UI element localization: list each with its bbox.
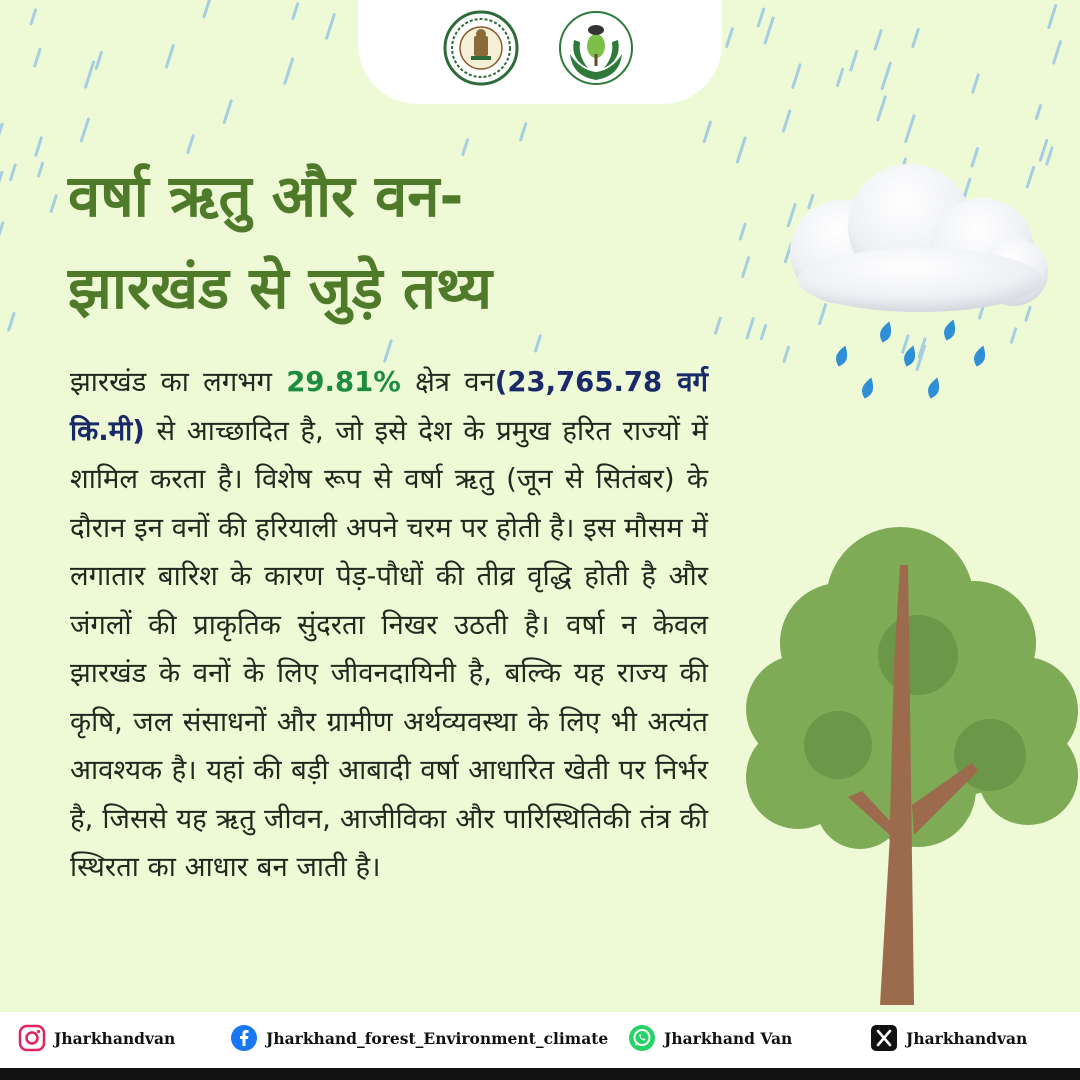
whatsapp-handle[interactable] [628,1024,792,1052]
headline-line-1: वर्षा ऋतु और वन- [68,162,464,230]
body-text-part-2: क्षेत्र वन [400,366,495,398]
forest-percent-stat: 29.81% [286,366,401,398]
rain-streak [747,319,753,338]
rain-streak [285,59,293,83]
instagram-handle[interactable] [18,1024,175,1052]
rain-streak [31,10,35,24]
x-handle[interactable] [870,1024,1027,1052]
rain-streak [1049,6,1056,28]
instagram-handle-label: Jharkhandvan [54,1028,176,1048]
rain-streak [81,119,88,141]
rain-streak [765,18,773,43]
rain-streak [11,165,16,180]
body-text-part-3: से आच्छादित है, जो इसे देश के प्रमुख हरित राज्यों में शामिल करता है। विशेष रूप से वर्षा ऋतु (जून से सितंबर) के दौरान इन वनों की हरियाली अपने चरम पर होती है। इस मौसम में लगातार बारिश के कारण पेड़-पौधों की तीव्र वृद्धि होती है और जंगलों की प्राकृतिक सुंदरता निखर उठती है। वर्षा न केवल झारखंड के वनों के लिए जीवनदायिनी है, बल्कि यह राज्य की कृषि, जल संसाधनों और ग्रामीण अर्थव्यवस्था के लिए भी अत्यंत आवश्यक है। यहां की बड़ी आबादी वर्षा आधारित खेती पर निर्भर है, जिससे यह ऋतु जीवन, आजीविका और पारिस्थितिकी तंत्र की स्थिरता का आधार बन जाती है। [70,414,708,883]
rain-streak [327,15,335,39]
rain-streak [224,101,231,123]
x-icon [870,1024,898,1052]
rain-streak [716,318,721,333]
rain-streak [875,31,881,49]
social-footer [0,1012,1080,1068]
rain-streak [293,4,298,19]
logo-tab [358,0,722,104]
rain-streak [906,116,914,142]
rain-streak [882,63,890,88]
rain-streak [96,52,101,68]
rain-streak [167,45,174,66]
rain-streak [0,124,2,142]
rain-streak [737,138,745,162]
rain-streak [1036,106,1040,119]
whatsapp-handle-label: Jharkhand Van [664,1028,793,1048]
rain-streak [1054,42,1061,64]
facebook-handle[interactable] [230,1024,608,1052]
rain-streak [704,122,710,142]
rain-streak [838,69,843,85]
headline-line-2: झारखंड से जुड़े तथ्य [68,254,493,322]
facebook-icon [230,1024,258,1052]
body-paragraph [70,358,708,892]
rain-streak [35,49,40,66]
rain-streak [0,223,3,237]
tree-illustration [728,505,1080,1005]
rain-streak [740,224,745,239]
rain-streak [878,97,885,120]
headline [68,150,708,334]
rain-cloud-icon [782,160,1054,420]
forest-area-stat: (23,765.78 वर्ग कि.मी) [70,366,709,447]
jharkhand-government-seal-logo [443,10,519,86]
rain-streak [1040,140,1046,160]
whatsapp-icon [628,1024,656,1052]
rain-streak [521,124,526,140]
rain-streak [743,258,749,277]
rain-streak [727,29,733,47]
jharkhand-van-logo [558,10,634,86]
bottom-bar [0,1068,1080,1080]
body-text-part-1: झारखंड का लगभग [70,366,287,398]
rain-streak [204,1,209,17]
rain-streak [761,326,765,339]
facebook-handle-label: Jharkhand_forest_Environment_climate [266,1028,609,1048]
rain-streak [0,172,2,190]
rain-streak [86,62,94,87]
rain-streak [758,9,763,26]
rain-streak [9,314,14,331]
rain-streak [51,196,56,212]
rain-streak [784,111,790,131]
rain-streak [913,30,918,47]
rain-streak [36,138,42,155]
x-handle-label: Jharkhandvan [906,1028,1028,1048]
rain-streak [536,336,541,351]
rain-streak [973,75,979,92]
rain-streak [851,52,857,70]
rain-streak [39,163,43,176]
instagram-icon [18,1024,46,1052]
rain-streak [793,65,800,88]
